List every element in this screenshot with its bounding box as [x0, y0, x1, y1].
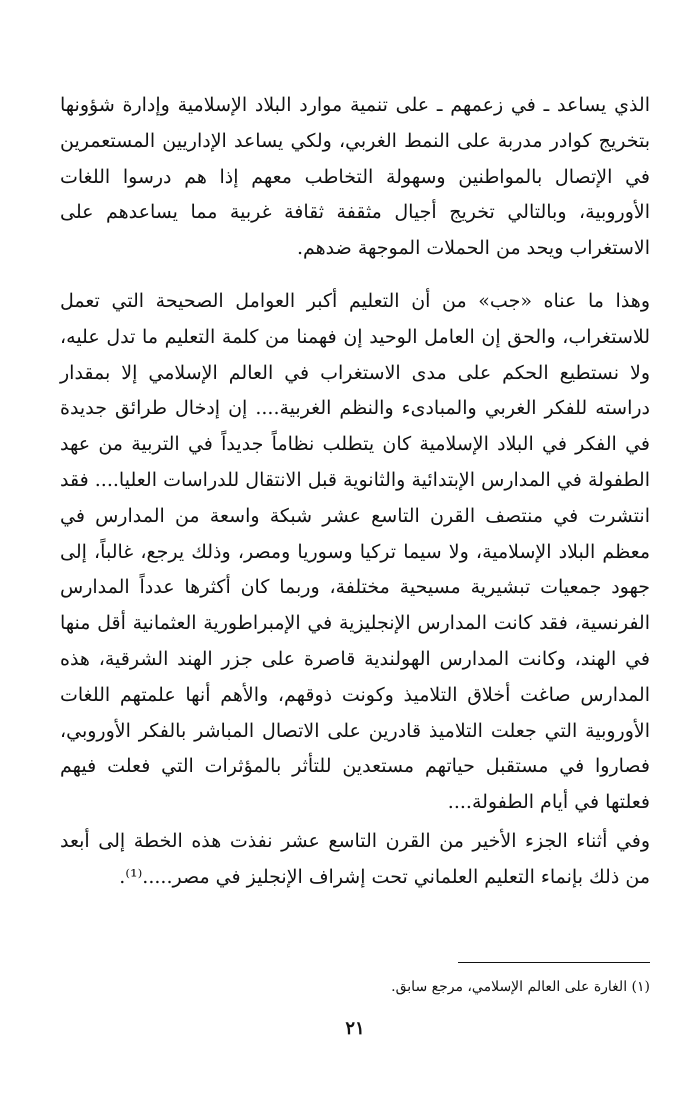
paragraph-2: وهذا ما عناه «جب» من أن التعليم أكبر العوامل الصحيحة التي تعمل للاستغراب، والحق إن العامل الوحيد إن فهمنا من كلمة التعليم ما تدل عليه، ولا نستطيع الحكم على مدى الاستغراب في العالم الإسلامي إلا بمقدار دراسته للفكر الغربي والمبادىء والنظم الغربية.... إن إدخال طرائق جديدة في الفكر في البلاد الإسلامية كان يتطلب نظاماً جديداً في التربية من عهد الطفولة في المدارس الإبتدائية والثانوية قبل الانتقال للدراسات العليا.... فقد انتشرت في منتصف القرن التاسع عشر شبكة واسعة من المدارس في معظم البلاد الإسلامية، ولا سيما تركيا وسوريا ومصر، وذلك يرجع، غالباً، إلى جهود جمعيات تبشيرية مسيحية مختلفة، وربما كان أكثرها عدداً المدارس الفرنسية، فقد كانت المدارس الإنجليزية في الإمبراطورية العثمانية أقل منها في الهند، وكانت المدارس الهولندية قاصرة على جزر الهند الشرقية، هذه المدارس صاغت أخلاق التلاميذ وكونت ذوقهم، والأهم أنها علمتهم اللغات الأوروبية التي جعلت التلاميذ قادرين على الاتصال المباشر بالفكر الأوروبي، فصاروا في مستقبل حياتهم مستعدين للتأثر بالمؤثرات التي فعلت فيهم فعلتها في أيام الطفولة.... [60, 290, 650, 814]
paragraph-3: وفي أثناء الجزء الأخير من القرن التاسع عشر نفذت هذه الخطة إلى أبعد من ذلك بإنماء التعليم العلماني تحت إشراف الإنجليز في مصر.....⁽¹⁾. [60, 830, 650, 888]
footnote-divider [458, 962, 650, 963]
footnote: (١) الغارة على العالم الإسلامي، مرجع سابق. [391, 979, 650, 995]
paragraph-1: الذي يساعد ـ في زعمهم ـ على تنمية موارد البلاد الإسلامية وإدارة شؤونها بتخريج كوادر مدربة على النمط الغربي، ولكي يساعد الإداريين المستعمرين في الإتصال بالمواطنين وسهولة التخاطب معهم إذا هم درسوا اللغات الأوروبية، وبالتالي تخريج أجيال مثقفة ثقافة غربية مما يساعدهم على الاستغراب ويحد من الحملات الموجهة ضدهم. [60, 94, 650, 260]
page-number: ٢١ [345, 1018, 365, 1039]
